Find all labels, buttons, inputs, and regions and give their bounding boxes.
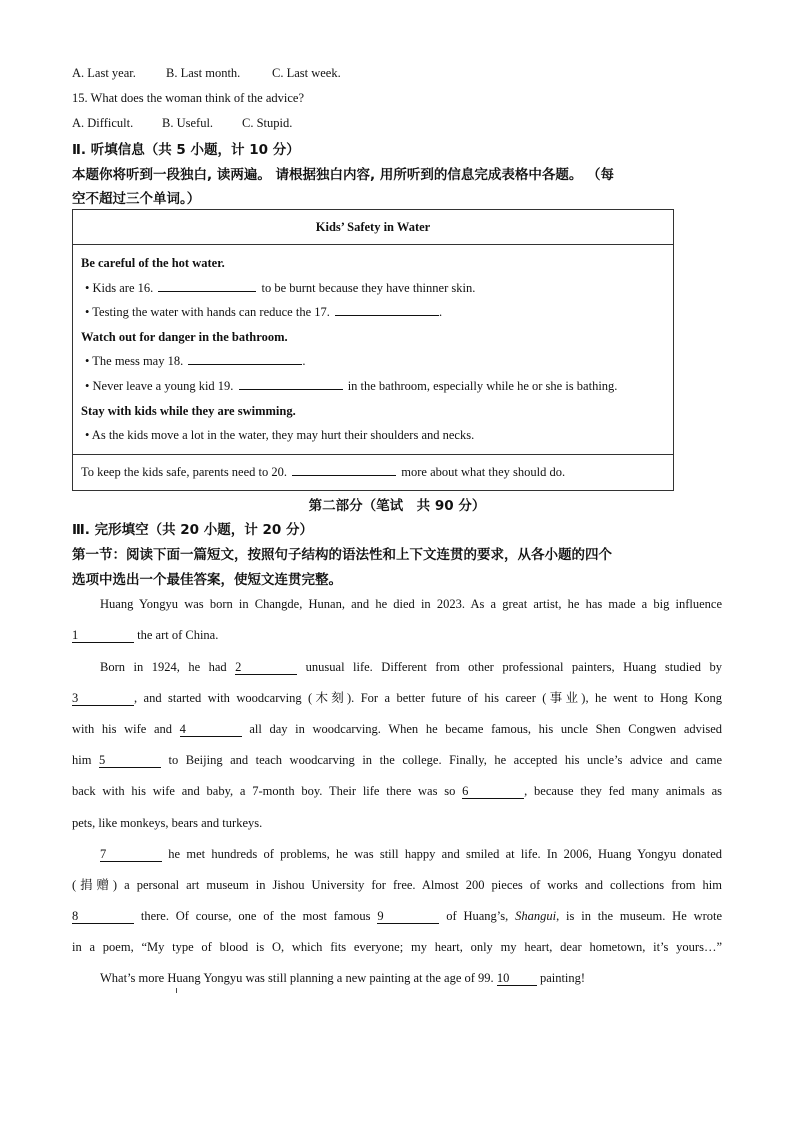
gap-3[interactable]: 3: [72, 691, 134, 706]
passage-line-7: [72, 776, 722, 807]
passage-line-5: [72, 714, 722, 745]
passage-line-5-a: with his wife and: [72, 722, 173, 736]
section2-instruction-1: 本题你将听到一段独白, 读两遍。 请根据独白内容, 用所听到的信息完成表格中各题。 （每: [72, 167, 615, 183]
passage-line-5-b: all day in woodcarving. When he became famous, his uncle Shen Congwen advised: [249, 722, 723, 736]
q15-options: [72, 116, 292, 131]
row-18-after: .: [302, 354, 306, 369]
blank-18[interactable]: [188, 350, 302, 365]
passage-line-7-b: , because they fed many animals as: [524, 784, 722, 798]
gap-5[interactable]: 5: [99, 753, 161, 768]
passage-line-7-a: back with his wife and baby, a 7-month boy. Their life there was so: [72, 784, 456, 798]
kids-safety-table: [72, 209, 674, 491]
passage-line-11-b: of Huang’s,: [446, 909, 509, 923]
passage-shangui: Shangui: [515, 909, 557, 923]
table-heading-bathroom: Watch out for danger in the bathroom.: [81, 329, 288, 344]
row-16-before: • Kids are 16.: [85, 280, 154, 295]
table-footer: [73, 454, 674, 490]
part2-title: 第二部分（笔试 共 90 分）: [308, 498, 486, 514]
passage-line-10: (捐赠) a personal art museum in Jishou University for free. Almost 200 pieces of works and collections from him: [72, 878, 722, 892]
passage-line-2-text: the art of China.: [137, 628, 219, 642]
row-19-after: in the bathroom, especially while he or she is bathing.: [347, 378, 618, 393]
blank-16[interactable]: [158, 277, 256, 292]
passage-line-1: Huang Yongyu was born in Changde, Hunan, and he died in 2023. As a great artist, he has made a big influence: [100, 597, 722, 611]
gap-6[interactable]: 6: [462, 784, 524, 799]
gap-8[interactable]: 8: [72, 909, 134, 924]
row-19-before: • Never leave a young kid 19.: [85, 378, 234, 393]
row-swimming-text: • As the kids move a lot in the water, they may hurt their shoulders and necks.: [85, 428, 475, 443]
passage-line-9-text: he met hundreds of problems, he was still happy and smiled at life. In 2006, Huang Yongyu donated: [168, 847, 722, 861]
passage-line-9: [72, 839, 722, 870]
row-17-after: .: [439, 305, 443, 320]
passage-line-11-a: there. Of course, one of the most famous: [140, 909, 371, 923]
table-row-19: [81, 374, 665, 399]
passage-line-6-a: him: [72, 753, 92, 767]
passage-line-13-a: What’s more Huang Yongyu was still planning a new painting at the age of 99.: [100, 971, 494, 985]
gap-10[interactable]: 10: [497, 971, 537, 986]
passage-line-11-d: , is in the museum. He wrote: [556, 909, 723, 923]
gap-7[interactable]: 7: [100, 847, 162, 862]
row-17-before: • Testing the water with hands can reduce the 17.: [85, 305, 330, 320]
row-18-before: • The mess may 18.: [85, 354, 184, 369]
footer-before: To keep the kids safe, parents need to 20.: [81, 464, 288, 479]
table-row-18: [81, 349, 665, 374]
table-title: Kids’ Safety in Water: [73, 210, 674, 245]
passage-line-12: in a poem, “My type of blood is O, which fits everyone; my heart, only my heart, dear hometown, it’s yours…”: [72, 940, 722, 954]
q14-option-b: B. Last month.: [166, 66, 241, 80]
table-heading-swimming: Stay with kids while they are swimming.: [81, 403, 296, 418]
gap-2[interactable]: 2: [235, 660, 297, 675]
q15-option-a: A. Difficult.: [72, 116, 134, 130]
row-16-after: to be burnt because they have thinner skin.: [261, 280, 476, 295]
passage-line-3-b: unusual life. Different from other professional painters, Huang studied by: [305, 660, 723, 674]
gap-9[interactable]: 9: [377, 909, 439, 924]
passage-line-2: [72, 620, 722, 651]
q15-option-c: C. Stupid.: [242, 116, 293, 130]
table-row-swimming: [81, 423, 665, 448]
passage-line-6: [72, 745, 722, 776]
section3-instruction-1: 第一节：阅读下面一篇短文，按照句子结构的语法性和上下文连贯的要求，从各小题的四个: [72, 547, 612, 563]
passage-line-3-a: Born in 1924, he had: [100, 660, 227, 674]
blank-19[interactable]: [239, 375, 343, 390]
section3-instruction-2: 选项中选出一个最佳答案，使短文连贯完整。: [72, 572, 342, 588]
q14-option-c: C. Last week.: [272, 66, 341, 80]
footer-after: more about what they should do.: [401, 464, 566, 479]
section2-title: Ⅱ. 听填信息（共 5 小题，计 10 分）: [72, 142, 300, 158]
stray-mark: [176, 988, 177, 993]
q15-question: 15. What does the woman think of the advice?: [72, 91, 304, 105]
section3-title: Ⅲ. 完形填空（共 20 小题，计 20 分）: [72, 522, 313, 538]
passage-line-13-b: painting!: [539, 971, 586, 985]
table-body: [73, 245, 674, 455]
passage-line-13: [72, 963, 722, 994]
blank-20[interactable]: [292, 461, 396, 476]
passage-line-3: [72, 652, 722, 683]
gap-1[interactable]: 1: [72, 628, 134, 643]
q15-option-b: B. Useful.: [162, 116, 214, 130]
passage-line-4: [72, 683, 722, 714]
passage-line-6-b: to Beijing and teach woodcarving in the college. Finally, he accepted his uncle’s advice and came: [168, 753, 723, 767]
blank-17[interactable]: [335, 301, 439, 316]
table-row-17: [81, 300, 665, 325]
gap-4[interactable]: 4: [180, 722, 242, 737]
q14-options: [72, 66, 341, 81]
table-heading-hot-water: Be careful of the hot water.: [81, 256, 225, 270]
table-row-16: [81, 276, 665, 301]
passage-line-4-text: , and started with woodcarving (木刻). For a better future of his career (事业), he went to Hong Kong: [134, 691, 722, 705]
passage-line-11: [72, 901, 722, 932]
section2-instruction-2: 空不超过三个单词。）: [72, 191, 201, 207]
q14-option-a: A. Last year.: [72, 66, 136, 80]
passage-line-8: pets, like monkeys, bears and turkeys.: [72, 816, 263, 830]
